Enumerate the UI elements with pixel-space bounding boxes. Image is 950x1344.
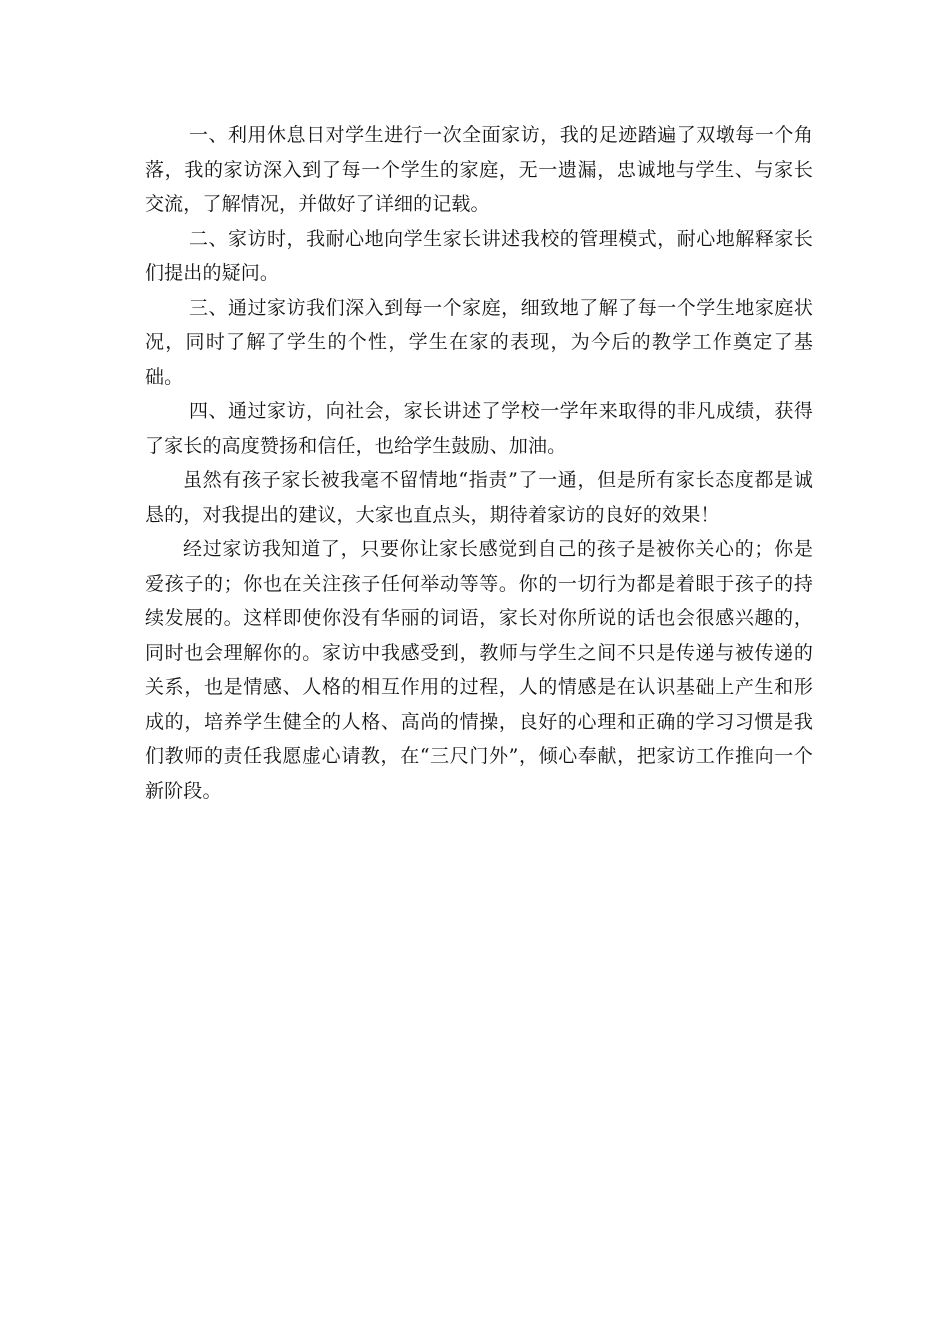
document-body (145, 118, 813, 808)
paragraph-4: 四、通过家访，向社会，家长讲述了学校一学年来取得的非凡成绩，获得了家长的高度赞扬和信任，也给学生鼓励、加油。 (145, 400, 813, 457)
paragraph-2: 二、家访时，我耐心地向学生家长讲述我校的管理模式，耐心地解释家长们提出的疑问。 (145, 227, 813, 284)
paragraph-5: 虽然有孩子家长被我毫不留情地“指责”了一通，但是所有家长态度都是诚恳的，对我提出的建议，大家也直点头，期待着家访的良好的效果！ (145, 469, 813, 526)
paragraph-3: 三、通过家访我们深入到每一个家庭，细致地了解了每一个学生地家庭状况，同时了解了学生的个性，学生在家的表现，为今后的教学工作奠定了基础。 (145, 296, 813, 388)
paragraph-6: 经过家访我知道了，只要你让家长感觉到自己的孩子是被你关心的；你是爱孩子的；你也在关注孩子任何举动等等。你的一切行为都是着眼于孩子的持续发展的。这样即使你没有华丽的词语，家长对你所说的话也会很感兴趣的，同时也会理解你的。家访中我感受到，教师与学生之间不只是传递与被传递的关系，也是情感、人格的相互作用的过程，人的情感是在认识基础上产生和形成的，培养学生健全的人格、高尚的情操，良好的心理和正确的学习习惯是我们教师的责任我愿虚心请教，在“三尺门外”，倾心奉献，把家访工作推向一个新阶段。 (145, 538, 813, 802)
paragraph-1: 一、利用休息日对学生进行一次全面家访，我的足迹踏遍了双墩每一个角落，我的家访深入到了每一个学生的家庭，无一遗漏，忠诚地与学生、与家长交流，了解情况，并做好了详细的记载。 (145, 124, 813, 215)
